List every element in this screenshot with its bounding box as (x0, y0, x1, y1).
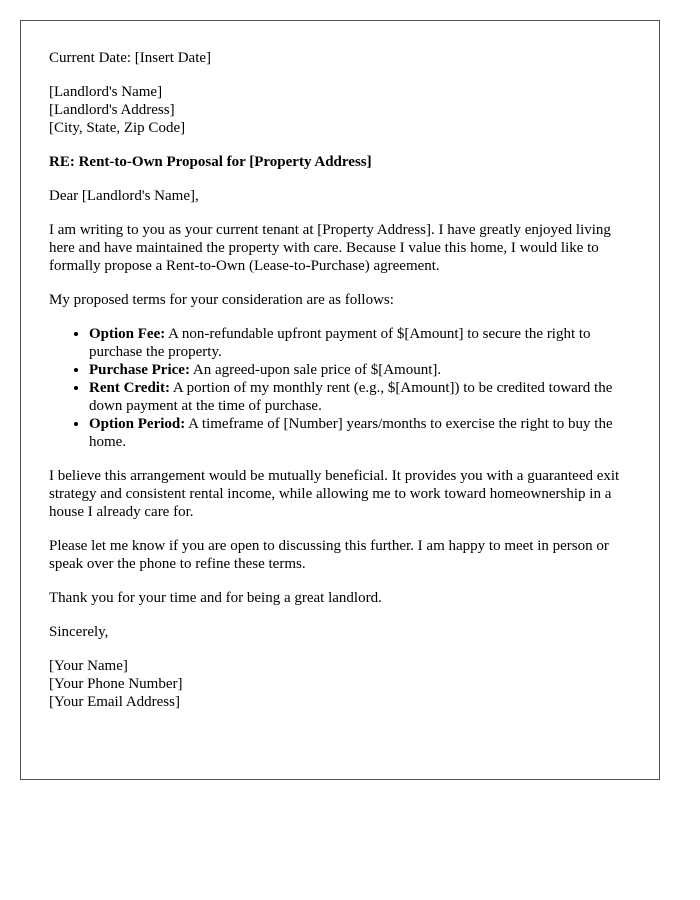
benefit-paragraph: I believe this arrangement would be mutually beneficial. It provides you with a guaranteed exit strategy and consistent rental income, while allowing me to work toward homeownership in a house I already care for. (49, 468, 620, 520)
term-item-purchase-price (89, 361, 639, 379)
recipient-city-state-zip: [City, State, Zip Code] (49, 120, 186, 136)
term-label: Rent Credit: (89, 380, 170, 396)
discussion-paragraph: Please let me know if you are open to discussing this further. I am happy to meet in person or speak over the phone to refine these terms. (49, 538, 609, 572)
sender-name: [Your Name] (49, 658, 128, 674)
sender-email: [Your Email Address] (49, 694, 180, 710)
thanks-paragraph: Thank you for your time and for being a great landlord. (49, 590, 382, 606)
term-label: Purchase Price: (89, 362, 190, 378)
term-text: A timeframe of [Number] years/months to exercise the right to buy the home. (89, 416, 613, 450)
terms-list (49, 325, 639, 451)
signature-block (49, 657, 639, 711)
term-text: An agreed-upon sale price of $[Amount]. (189, 362, 442, 378)
intro-paragraph: I am writing to you as your current tenant at [Property Address]. I have greatly enjoyed living here and have maintained the property with care. Because I value this home, I would like to formally propose a Rent-to-Own (Lease-to-Purchase) agreement. (49, 222, 611, 274)
recipient-address: [Landlord's Address] (49, 102, 175, 118)
closing: Sincerely, (49, 624, 109, 640)
term-label: Option Period: (89, 416, 186, 432)
term-label: Option Fee: (89, 326, 166, 342)
recipient-name: [Landlord's Name] (49, 84, 163, 100)
terms-intro: My proposed terms for your consideration are as follows: (49, 292, 394, 308)
term-item-option-period (89, 415, 639, 451)
subject-line: RE: Rent-to-Own Proposal for [Property Address] (49, 154, 372, 170)
term-text: A portion of my monthly rent (e.g., $[Amount]) to be credited toward the down payment at the time of purchase. (89, 380, 613, 414)
sender-phone: [Your Phone Number] (49, 676, 183, 692)
recipient-address-block (49, 83, 639, 137)
term-item-rent-credit (89, 379, 639, 415)
salutation: Dear [Landlord's Name], (49, 188, 199, 204)
term-item-option-fee (89, 325, 639, 361)
letter-body (49, 49, 639, 727)
date-line: Current Date: [Insert Date] (49, 50, 212, 66)
letter-page (20, 20, 660, 780)
term-text: A non-refundable upfront payment of $[Amount] to secure the right to purchase the property. (89, 326, 591, 360)
